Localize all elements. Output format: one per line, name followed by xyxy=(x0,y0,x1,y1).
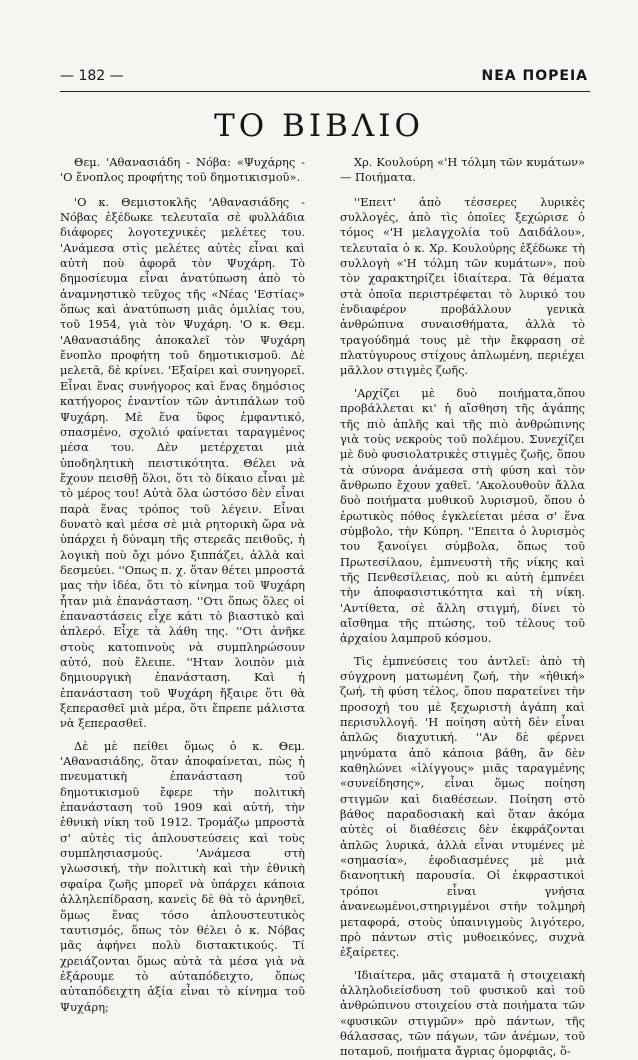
running-header xyxy=(60,68,588,90)
page-number: — 182 — xyxy=(60,68,124,84)
review-heading: Χρ. Κουλούρη «'Η τόλμη τῶν κυμάτων» — Ποιήματα. xyxy=(340,155,585,185)
journal-title: ΝΕΑ ΠΟΡΕΙΑ xyxy=(481,68,588,84)
body-paragraph: Τὶς ἐμπνεύσεις του ἀντλεῖ: ἀπὸ τὴ σύγχρονη ματωμένη ζωή, τὴν «ἠθική» ζωή, τὴ φύση τέλος, ὅπου παρατείνει τὴν προσοχή του μὲ ξεχωριστὴ ἀγάπη καὶ περισυλλογή. 'Η ποίηση αὐτὴ δὲν εἶναι ἁπλῶς διαχυτική. ''Αν δὲ φέρνει μηνύματα ἀπὸ κάποια βάθη, ἂν δὲν καθηλώνει «ἰλίγγους» μιᾶς ταραγμένης «συνείδησης», εἶναι ὅμως ποίηση στιγμῶν καὶ διαθέσεων. Ποίηση στὸ βάθος παραδοσιακὴ καὶ ὅταν ἀκόμα αὐτὲς οἱ διαθέσεις δὲν ἐκφράζονται ἁπλῶς λυρικά, ἀλλὰ εἶναι ντυμένες μὲ «σημασία», ἐφοδιασμένες μὲ μιὰ διανοητικὴ παρουσία. Οἱ ἐκφραστικοὶ τρόποι εἶναι γνήσια ἀνανεωμένοι,στηριγμένοι στὴν τολμηρὴ μεταφορά, στοὺς ὑπαινιγμοὺς λιγότερο, πρὸ πάντων στὶς μυθοεικόνες, συχνὰ ἐξαίρετες. xyxy=(340,653,585,960)
body-paragraph: ''Επειτ' ἀπὸ τέσσερες λυρικὲς συλλογές, ἀπὸ τὶς ὁποῖες ξεχώρισε ὁ τόμος «'Η μελαγχολία τοῦ Δαιδάλου», τελευταῖα ὁ κ. Χρ. Κουλούρης ἐξέδωκε τὴ συλλογὴ «'Η τόλμη τῶν κυμάτων», ποὺ τὸν χαρακτηρίζει ἰδιαίτερα. Τὰ θέματα στὰ ὁποῖα περιστρέφεται τὸ λυρικό του ἐνδιαφέρον προβάλλουν γενικὰ ἀνθρώπινα συναισθήματα, ἀλλὰ τὸ τραγούδημά τους μὲ τὴν ἔκφραση σὲ πλατύγυρους στίχους ἁπλωμένη, περιέχει μᾶλλον στιγμὲς ζωῆς. xyxy=(340,194,585,378)
body-paragraph: 'Ο κ. Θεμιστοκλῆς 'Αθανασιάδης - Νόβας ἐξέδωκε τελευταῖα σὲ φυλλάδια διάφορες λογοτεχνικὲς μελέτες του. 'Ανάμεσα στὶς μελέτες αὐτὲς εἶναι καὶ αὐτὴ ποὺ ἀφορᾶ τὸν Ψυχάρη. Τὸ δημοσίευμα εἶναι ἀνατύπωση ἀπὸ τὸ ἀναμνηστικὸ τεῦχος τῆς «Νέας 'Εστίας» ὅπως καὶ ἀνατύπωση μιᾶς ὁμιλίας του, τοῦ 1954, γιὰ τὸν Ψυχάρη. 'Ο κ. Θεμ. 'Αθανασιάδης ἀποκαλεῖ τὸν Ψυχάρη ἔνοπλο προφήτη τοῦ δημοτικισμοῦ. Δὲ μελετᾶ, δὲ κρίνει. 'Εξαίρει καὶ συνηγορεῖ. Εἶναι ἕνας συνήγορος καὶ ἕνας δημόσιος κατήγορος ἐναντίον τῶν ἀντιπάλων τοῦ Ψυχάρη. Μὲ ἕνα ὕφος ἐμφαντικό, σπασμένο, σχολιό φαίνεται ταραγμένος μέσα του. Δὲν μετέρχεται μιὰ ὑποδηλητικὴ πειστικότητα. Θέλει νὰ ἔχουν πεισθῇ ὅλοι, ὅτι τὸ δίκαιο εἶναι μὲ τὸ μέρος του! Αὐτὰ ὅλα ὡστόσο δὲν εἶναι παρὰ ἕνας τρόπος τοῦ λέγειν. Εἶναι δυνατὸ καὶ μέσα σὲ μιὰ ρητορικὴ ὥρα νὰ ὑπάρχει ἡ δύναμη τῆς στερεᾶς πειθοῦς, ἡ λογικὴ ποὺ ὄχι μόνο ξιππάζει, ἀλλὰ καὶ δεσμεύει. ''Οπως π. χ. ὅταν θέτει μπροστά μας τὴν ἰδέα, ὅτι τὸ κίνημα τοῦ Ψυχάρη ἦταν μιὰ ἐπανάσταση. ''Οτι ὅπως ὅλες οἱ ἐπαναστάσεις εἶχε κάτι τὸ βιαστικὸ καὶ ἁπλερό. Εἶχε τὰ λάθη της. ''Οτι ἀνῆκε στοὺς κατοπινοὺς νὰ συμπληρώσουν αὐτό, ποὺ ἔλειπε. ''Ηταν λοιπὸν μιὰ δημιουργικὴ ἐπανάσταση. Καὶ ἡ ἐπανάσταση τοῦ Ψυχάρη ἤξαιρε ὅτι θὰ ξεπερασθεῖ μιὰ μέρα, ὅτι ἔπρεπε μάλιστα νὰ ξεπερασθεῖ. xyxy=(60,194,305,731)
left-column xyxy=(60,155,305,1015)
body-paragraph: 'Ιδιαίτερα, μᾶς σταματᾶ ἡ στοιχειακὴ ἀλληλοδιείσδυση τοῦ φυσικοῦ καὶ τοῦ ἀνθρώπινου στοιχείου στὰ ποιήματα τῶν «φυσικῶν στιγμῶν» πρὸ πάντων, τῆς θάλασσας, τῶν πάγων, τῶν ἀνέμων, τοῦ ποταμοῦ, ποιήματα ἄγριας ὁμορφιᾶς, ὅ- xyxy=(340,967,585,1059)
header-rule xyxy=(60,91,590,92)
section-title: ΤΟ ΒΙΒΛΙΟ xyxy=(214,108,424,144)
body-paragraph: 'Αρχίζει μὲ δυὸ ποιήματα,ὅπου προβάλλεται κι' ἡ αἴσθηση τῆς ἀγάπης τῆς πιὸ ἁπλῆς καὶ τῆς πιὸ ἀνθρώπινης γιὰ τοὺς νεκροὺς τοῦ πολέμου. Συνεχίζει μὲ δυὸ φυσιολατρικὲς στιγμὲς ζωῆς, ὅπου τὰ σύνορα ἀνάμεσα στὴ φύση καὶ τὸν ἄνθρωπο ἔχουν χαθεῖ. 'Ακολουθοῦν ἄλλα δυὸ ποιήματα μυθικοῦ λυρισμοῦ, ὅπου ὁ ἐρωτικὸς πόθος ἐγκλείεται μέσα σ' ἕνα σύμβολο, τὴν Κύπρη. ''Επειτα ὁ λυρισμὸς του ξανοίγει σύμβολα, ὅπως τοῦ Πρωτεσίλαου, ἐμπνευστὴ τῆς νίκης καὶ τῆς Πενθεσίλειας, ποὺ κι αὐτὴ ἐμπνέει τὴν ἀποφασιστικότητα καὶ τὴ νίκη. 'Αντίθετα, σὲ ἄλλη στιγμή, δίνει τὸ αἴσθημα τῆς πτώσης, τοῦ τέλους τοῦ ἀρχαίου λαμπροῦ κόσμου. xyxy=(340,385,585,646)
right-column xyxy=(340,155,585,1060)
review-heading: Θεμ. 'Αθανασιάδη - Νόβα: «Ψυχάρης - 'Ο ἔνοπλος προφήτης τοῦ δημοτικισμοῦ». xyxy=(60,155,305,185)
body-paragraph: Δὲ μὲ πείθει ὅμως ὁ κ. Θεμ. 'Αθανασιάδης, ὅταν ἀποφαίνεται, πὼς ἡ πνευματικὴ ἐπανάσταση τοῦ δημοτικισμοῦ ἔφερε τὴν πολιτικὴ ἐπανάσταση τοῦ 1909 καὶ αὐτή, τὴν ἐθνικὴ νίκη τοῦ 1912. Τρομάζω μπροστὰ σ' αὐτὲς τὶς ἁπλουστεύσεις καὶ τοὺς συμπλησιασμούς. 'Ανάμεσα στὴ γλωσσική, τὴν πολιτικὴ καὶ τὴν ἐθνικὴ σφαίρα ζωῆς μπορεῖ νὰ ὑπάρχει κάποια ἀλληλεπίδραση, κανεὶς δὲ θὰ τὸ ἀρνηθεῖ, ὅμως ἕνας τόσο ἁπλουστευτικὸς ταυτισμός, ὅπως τὸν θέλει ὁ κ. Νόβας μᾶς ἀφήνει πολὺ διστακτικούς. Τί χρειάζονται ὅμως αὐτὰ τὰ μέσα γιὰ νὰ ἐξάρουμε τὸ αὐταπόδειχτο, ὅπως αὐταπόδειχτη ἀξία εἶναι τὸ κίνημα τοῦ Ψυχάρη; xyxy=(60,738,305,1014)
